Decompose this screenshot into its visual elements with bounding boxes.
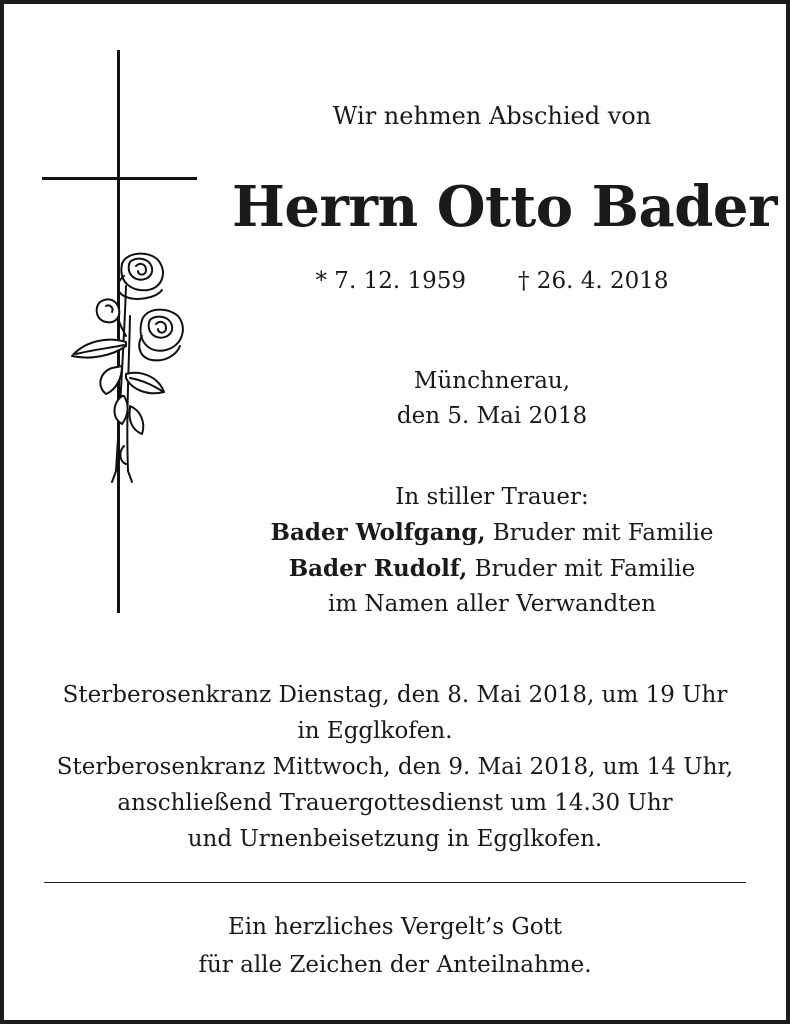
service-details — [30, 677, 760, 857]
mourner-2-relation: Bruder mit Familie — [467, 556, 696, 582]
event-line-1: Sterberosenkranz Dienstag, den 8. Mai 2018, um 19 Uhr — [62, 682, 728, 708]
life-dates — [238, 268, 746, 294]
place-line: Münchnerau, — [413, 368, 571, 394]
death-date: † 26. 4. 2018 — [518, 268, 669, 294]
thanks-block — [30, 908, 760, 984]
divider — [44, 882, 746, 883]
deceased-name: Herrn Otto Bader — [232, 174, 778, 240]
intro-text: Wir nehmen Abschied von — [332, 102, 652, 130]
mourning-intro: In stiller Trauer: — [395, 484, 589, 510]
rose-icon — [66, 246, 190, 486]
event-line-3: Sterberosenkranz Mittwoch, den 9. Mai 2018, um 14 Uhr, — [56, 754, 734, 780]
birth-date: * 7. 12. 1959 — [315, 268, 466, 294]
thanks-line-1: Ein herzliches Vergelt’s Gott — [227, 914, 563, 940]
cross-icon-bar — [42, 177, 197, 180]
mourner-1-relation: Bruder mit Familie — [485, 520, 714, 546]
event-line-4: anschließend Trauergottesdienst um 14.30 Uhr — [117, 790, 673, 816]
date-line: den 5. Mai 2018 — [396, 403, 588, 429]
event-line-2: in Egglkofen. — [297, 718, 453, 744]
event-line-5: und Urnenbeisetzung in Egglkofen. — [187, 826, 603, 852]
mourning-outro: im Namen aller Verwandten — [328, 591, 656, 617]
mourner-2-name: Bader Rudolf, — [288, 555, 468, 582]
place-date — [238, 364, 746, 434]
mourner-2 — [238, 551, 746, 587]
mourner-1-name: Bader Wolfgang, — [270, 519, 486, 546]
mourners-block — [238, 480, 746, 622]
mourner-1 — [238, 515, 746, 551]
thanks-line-2: für alle Zeichen der Anteilnahme. — [198, 952, 592, 978]
